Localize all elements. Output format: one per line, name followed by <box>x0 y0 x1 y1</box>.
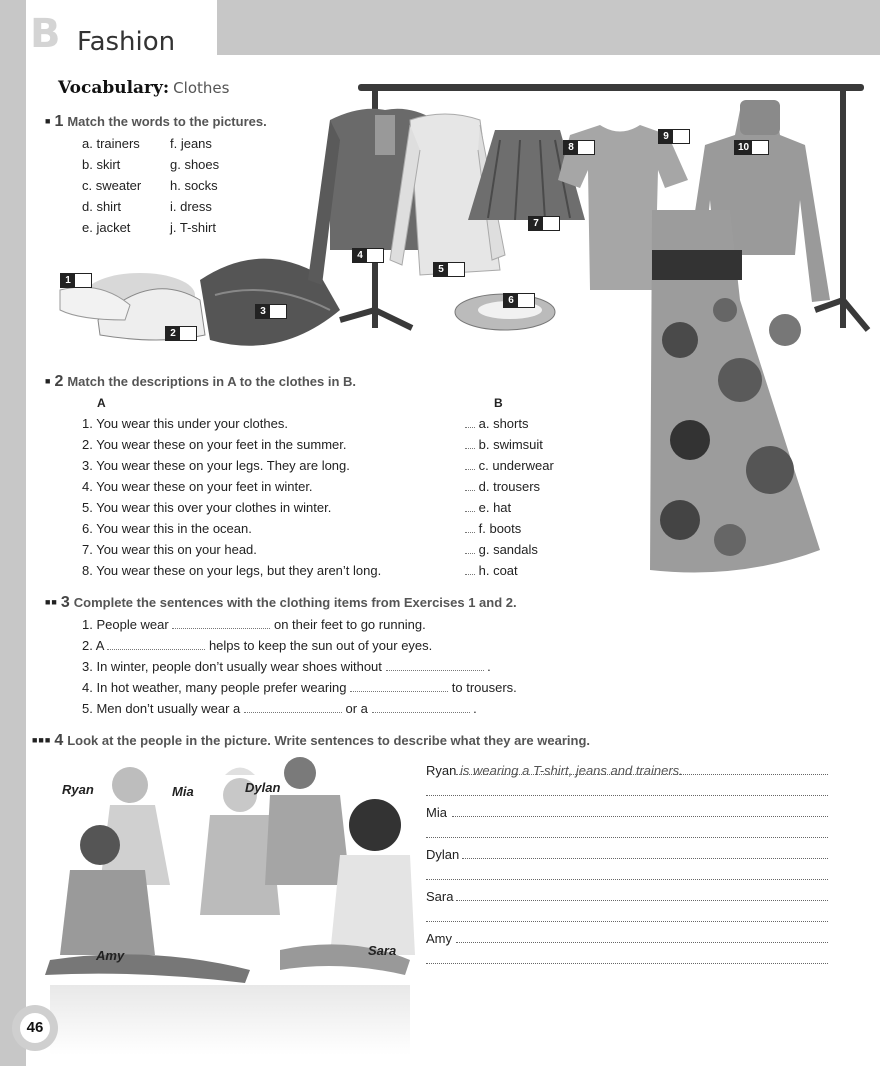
clothes-option: g. sandals <box>478 542 538 557</box>
ex4-number: 4 <box>54 732 64 749</box>
ex3-number: 3 <box>60 594 70 611</box>
ex1-instruction: Match the words to the pictures. <box>67 114 267 129</box>
clothes-option: a. shorts <box>478 416 529 431</box>
answer-line[interactable] <box>452 816 828 817</box>
picture-number: 6 <box>504 294 518 307</box>
answer-blank[interactable] <box>465 502 475 512</box>
answer-box[interactable] <box>752 141 768 154</box>
answer-blank[interactable] <box>372 703 470 713</box>
ex1-level: ■ <box>45 116 52 126</box>
word-item: f. jeans <box>170 136 212 151</box>
write-line-dylan <box>426 847 459 862</box>
person-name: Ryan <box>426 763 457 778</box>
sentence-text: 3. In winter, people don’t usually wear shoes without <box>82 659 382 674</box>
write-line-amy <box>426 931 452 946</box>
answer-line[interactable] <box>426 879 828 880</box>
ex4-heading <box>32 732 590 750</box>
answer-box[interactable] <box>367 249 383 262</box>
word-item: c. sweater <box>82 178 142 193</box>
sentence-text: 1. People wear <box>82 617 169 632</box>
answer-box[interactable] <box>543 217 559 230</box>
answer-box[interactable] <box>578 141 594 154</box>
answer-box[interactable] <box>673 130 689 143</box>
clothes-option: c. underwear <box>478 458 554 473</box>
side-strip <box>0 55 26 1066</box>
ex4-instruction: Look at the people in the picture. Write sentences to describe what they are wearing. <box>67 733 590 748</box>
ex3-instruction: Complete the sentences with the clothing items from Exercises 1 and 2. <box>73 595 517 610</box>
sentence-5 <box>82 701 477 716</box>
answer-line[interactable] <box>456 900 828 901</box>
picture-number: 3 <box>256 305 270 318</box>
ex2-heading <box>45 373 356 391</box>
picture-label-3[interactable] <box>255 304 287 319</box>
vocab-label: Vocabulary: <box>58 78 170 98</box>
page-title: Fashion <box>77 27 176 57</box>
person-name: Amy <box>426 931 452 946</box>
sentence-text: to trousers. <box>451 680 517 695</box>
description-item: 8. You wear these on your legs, but they aren’t long. <box>82 563 382 578</box>
answer-blank[interactable] <box>465 460 475 470</box>
answer-box[interactable] <box>75 274 91 287</box>
people-photo <box>30 755 425 1055</box>
description-item: 4. You wear these on your feet in winter. <box>82 479 313 494</box>
picture-label-2[interactable] <box>165 326 197 341</box>
answer-box[interactable] <box>448 263 464 276</box>
person-name: Sara <box>426 889 454 904</box>
ex2-number: 2 <box>54 373 64 390</box>
sentence-text: . <box>487 659 491 674</box>
word-item: a. trainers <box>82 136 140 151</box>
picture-label-6[interactable] <box>503 293 535 308</box>
sentence-text: on their feet to go running. <box>273 617 426 632</box>
answer-blank[interactable] <box>465 544 475 554</box>
picture-label-10[interactable] <box>734 140 769 155</box>
picture-label-9[interactable] <box>658 129 690 144</box>
answer-blank[interactable] <box>465 418 475 428</box>
photo-label-dylan: Dylan <box>245 780 281 795</box>
sentence-text: helps to keep the sun out of your eyes. <box>208 638 433 653</box>
description-item: 2. You wear these on your feet in the summer. <box>82 437 347 452</box>
clothes-option: b. swimsuit <box>478 437 543 452</box>
ex2-instruction: Match the descriptions in A to the clothes in B. <box>67 374 357 389</box>
example-answer: is wearing a T-shirt, jeans and trainers. <box>459 763 683 778</box>
vocab-topic: Clothes <box>173 79 230 97</box>
sentence-text: 5. Men don’t usually wear a <box>82 701 241 716</box>
answer-blank[interactable] <box>350 682 448 692</box>
clothes-option: e. hat <box>478 500 512 515</box>
answer-box[interactable] <box>270 305 286 318</box>
answer-line[interactable] <box>426 921 828 922</box>
picture-number: 7 <box>529 217 543 230</box>
page-number: 46 <box>20 1013 50 1043</box>
answer-blank[interactable] <box>107 640 205 650</box>
sentence-4 <box>82 680 517 695</box>
write-line-mia <box>426 805 447 820</box>
write-line-sara <box>426 889 453 904</box>
answer-blank[interactable] <box>465 565 475 575</box>
sentence-text: or a <box>345 701 368 716</box>
description-item: 5. You wear this over your clothes in winter. <box>82 500 332 515</box>
ex4-level: ■■■ <box>32 735 52 745</box>
answer-blank[interactable] <box>172 619 270 629</box>
picture-number: 10 <box>735 141 752 154</box>
clothes-option: f. boots <box>478 521 522 536</box>
sentence-3 <box>82 659 491 674</box>
picture-label-5[interactable] <box>433 262 465 277</box>
answer-line[interactable] <box>456 774 828 775</box>
sentence-1 <box>82 617 426 632</box>
picture-number: 8 <box>564 141 578 154</box>
sentence-text: 4. In hot weather, many people prefer wearing <box>82 680 347 695</box>
answer-blank[interactable] <box>244 703 342 713</box>
answer-line[interactable] <box>426 837 828 838</box>
sentence-text: 2. A <box>82 638 104 653</box>
word-item: d. shirt <box>82 199 122 214</box>
sentence-text: . <box>473 701 477 716</box>
picture-number: 4 <box>353 249 367 262</box>
photo-label-ryan: Ryan <box>62 782 94 797</box>
word-item: i. dress <box>170 199 212 214</box>
ex2-level: ■ <box>45 376 52 386</box>
photo-label-mia: Mia <box>172 784 194 799</box>
answer-blank[interactable] <box>465 481 475 491</box>
picture-number: 2 <box>166 327 180 340</box>
person-name: Mia <box>426 805 447 820</box>
description-item: 3. You wear these on your legs. They are long. <box>82 458 350 473</box>
picture-label-4[interactable] <box>352 248 384 263</box>
answer-blank[interactable] <box>465 523 475 533</box>
picture-label-8[interactable] <box>563 140 595 155</box>
answer-line[interactable] <box>456 942 828 943</box>
answer-blank[interactable] <box>386 661 484 671</box>
word-item: g. shoes <box>170 157 220 172</box>
answer-line[interactable] <box>462 858 828 859</box>
description-item: 7. You wear this on your head. <box>82 542 257 557</box>
picture-label-1[interactable] <box>60 273 92 288</box>
photo-label-amy: Amy <box>96 948 125 963</box>
ex1-number: 1 <box>54 113 64 130</box>
picture-label-7[interactable] <box>528 216 560 231</box>
column-head-b: B <box>494 396 503 410</box>
answer-line[interactable] <box>426 795 828 796</box>
word-item: b. skirt <box>82 157 121 172</box>
ex3-level: ■■ <box>45 597 58 607</box>
answer-box[interactable] <box>518 294 534 307</box>
write-line-ryan <box>426 763 683 778</box>
picture-number: 1 <box>61 274 75 287</box>
word-item: j. T-shirt <box>170 220 216 235</box>
unit-letter: B <box>30 11 61 57</box>
ex3-heading <box>45 594 517 612</box>
clothes-option: h. coat <box>478 563 518 578</box>
clothes-option: d. trousers <box>478 479 541 494</box>
description-item: 1. You wear this under your clothes. <box>82 416 288 431</box>
description-item: 6. You wear this in the ocean. <box>82 521 252 536</box>
person-name: Dylan <box>426 847 460 862</box>
answer-box[interactable] <box>180 327 196 340</box>
word-item: e. jacket <box>82 220 131 235</box>
photo-label-sara: Sara <box>368 943 397 958</box>
column-head-a: A <box>97 396 106 410</box>
answer-blank[interactable] <box>465 439 475 449</box>
word-item: h. socks <box>170 178 218 193</box>
picture-number: 9 <box>659 130 673 143</box>
picture-number: 5 <box>434 263 448 276</box>
sentence-2 <box>82 638 432 653</box>
answer-line[interactable] <box>426 963 828 964</box>
